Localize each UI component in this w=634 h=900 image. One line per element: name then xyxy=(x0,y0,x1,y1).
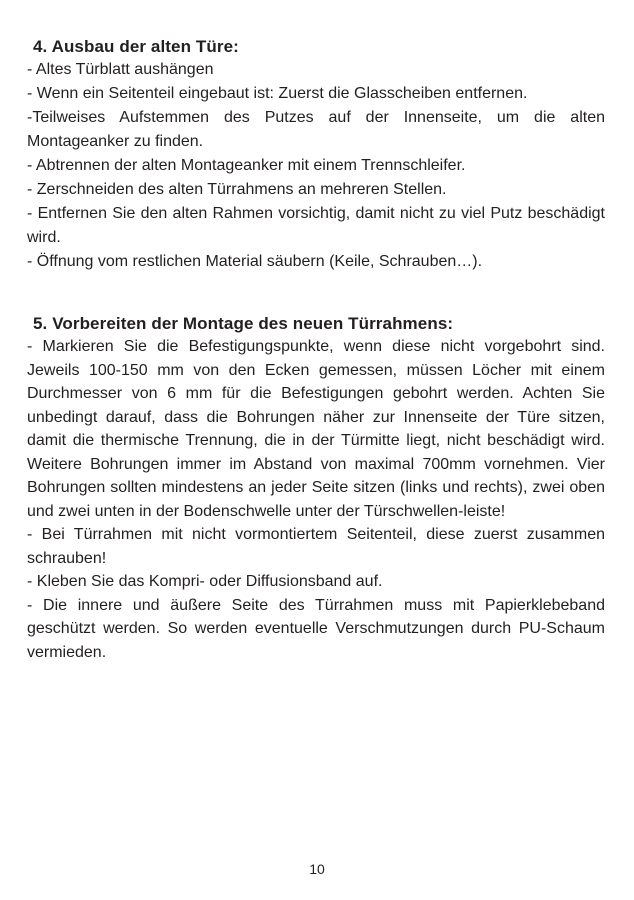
section-heading: 4. Ausbau der alten Türe: xyxy=(33,37,239,56)
section-prepare-new-frame xyxy=(27,314,605,664)
instruction-line: - Altes Türblatt aushängen xyxy=(27,61,214,78)
instruction-line: - Bei Türrahmen mit nicht vormontiertem Seitenteil, diese zuerst zusammen schrauben! xyxy=(27,526,605,567)
instruction-line: - Zerschneiden des alten Türrahmens an mehreren Stellen. xyxy=(27,181,447,198)
instruction-line: - Wenn ein Seitenteil eingebaut ist: Zuerst die Glasscheiben entfernen. xyxy=(27,85,528,102)
instruction-line: - Öffnung vom restlichen Material säubern (Keile, Schrauben…). xyxy=(27,253,483,270)
instruction-line: - Kleben Sie das Kompri- oder Diffusionsband auf. xyxy=(27,573,383,590)
instruction-line: - Markieren Sie die Befestigungspunkte, wenn diese nicht vorgebohrt sind. Jeweils 100-150 mm von den Ecken gemessen, müssen Löcher mit einem Durchmesser von 6 mm für die Befestigungen gebohrt werden. Achten Sie unbedingt darauf, dass die Bohrungen näher zur Innenseite der Türe sitzen, damit die thermische Trennung, die in der Türmitte liegt, nicht beschädigt wird. Weitere Bohrungen immer im Abstand von maximal 700mm vornehmen. Vier Bohrungen sollten mindestens an jeder Seite sitzen (links und rechts), zwei oben und zwei unten in der Bodenschwelle unter der Türschwellen-leiste! xyxy=(27,338,605,520)
instruction-line: - Die innere und äußere Seite des Türrahmen muss mit Papierklebeband geschützt werden. So werden eventuelle Verschmutzungen durch PU-Schaum vermieden. xyxy=(27,596,605,661)
instruction-line: -Teilweises Aufstemmen des Putzes auf der Innenseite, um die alten Montageanker zu finden. xyxy=(27,109,605,150)
instruction-line: - Entfernen Sie den alten Rahmen vorsichtig, damit nicht zu viel Putz beschädigt wird. xyxy=(27,205,605,246)
page-number: 10 xyxy=(309,861,325,877)
instruction-line: - Abtrennen der alten Montageanker mit einem Trennschleifer. xyxy=(27,157,466,174)
section-heading: 5. Vorbereiten der Montage des neuen Türrahmens: xyxy=(33,314,454,333)
section-removal-old-door xyxy=(27,37,605,274)
